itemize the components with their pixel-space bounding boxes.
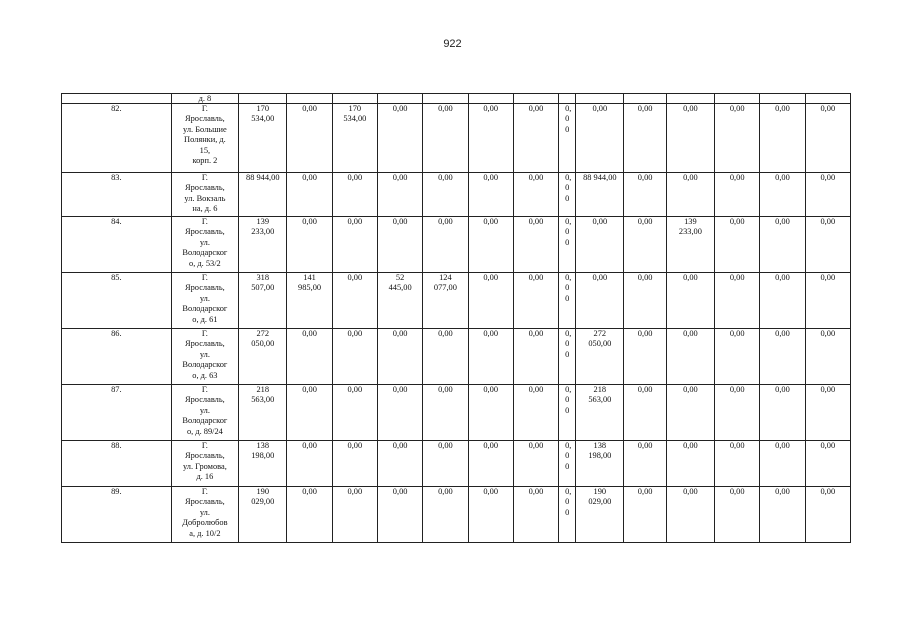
value-cell: 0,00 [666,441,714,487]
value-cell: 0,00 [513,217,558,273]
value-cell: 0, 00 [559,273,576,329]
value-cell: 0,00 [624,487,666,543]
value-cell: 0,00 [468,487,513,543]
value-cell: 88 944,00 [576,173,624,217]
value-cell: 0,00 [423,385,468,441]
value-cell: 88 944,00 [239,173,287,217]
value-cell: 272 050,00 [576,329,624,385]
value-cell: 190 029,00 [239,487,287,543]
value-cell: 0,00 [468,273,513,329]
value-cell: 190 029,00 [576,487,624,543]
value-cell: 0,00 [377,104,422,173]
value-cell: 0,00 [666,173,714,217]
row-number-cell: 87. [62,385,172,441]
value-cell: 0,00 [715,441,760,487]
value-cell: 272 050,00 [239,329,287,385]
row-number-cell: 83. [62,173,172,217]
value-cell: 0,00 [468,104,513,173]
value-cell: 170 534,00 [332,104,377,173]
value-cell: 0,00 [513,273,558,329]
value-cell [576,94,624,104]
value-cell [805,94,850,104]
table-row [62,487,851,543]
value-cell [559,94,576,104]
value-cell: 0,00 [715,217,760,273]
value-cell: 0,00 [287,487,332,543]
table-row-continued [62,94,851,104]
value-cell: 0,00 [805,329,850,385]
value-cell: 0,00 [666,104,714,173]
row-number-cell: 82. [62,104,172,173]
value-cell: 0,00 [576,217,624,273]
value-cell: 0,00 [576,104,624,173]
value-cell [468,94,513,104]
value-cell: 0,00 [760,385,805,441]
value-cell: 0,00 [513,104,558,173]
value-cell: 138 198,00 [239,441,287,487]
value-cell: 0,00 [513,329,558,385]
row-number-cell: 88. [62,441,172,487]
value-cell: 0,00 [377,329,422,385]
value-cell: 0,00 [377,441,422,487]
row-number-cell: 85. [62,273,172,329]
value-cell: 52 445,00 [377,273,422,329]
value-cell: 0,00 [468,217,513,273]
value-cell: 0, 00 [559,104,576,173]
value-cell: 0,00 [805,104,850,173]
row-number-cell: 84. [62,217,172,273]
value-cell: 0,00 [468,441,513,487]
address-cell: Г. Ярославль, ул. Володарског о, д. 53/2 [171,217,238,273]
value-cell: 0, 00 [559,329,576,385]
value-cell: 0,00 [805,273,850,329]
value-cell: 138 198,00 [576,441,624,487]
value-cell: 0,00 [760,273,805,329]
value-cell: 0,00 [377,385,422,441]
value-cell: 0,00 [377,487,422,543]
value-cell: 0,00 [666,329,714,385]
value-cell [715,94,760,104]
value-cell: 0,00 [760,487,805,543]
value-cell: 0,00 [805,487,850,543]
value-cell: 0,00 [377,217,422,273]
address-cell: Г. Ярославль, ул. Володарског о, д. 89/24 [171,385,238,441]
value-cell: 0,00 [624,173,666,217]
address-cell: Г. Ярославль, ул. Вокзаль на, д. 6 [171,173,238,217]
value-cell: 0,00 [624,441,666,487]
value-cell: 124 077,00 [423,273,468,329]
table-row [62,217,851,273]
data-table [61,93,851,543]
value-cell: 139 233,00 [666,217,714,273]
value-cell: 0,00 [423,217,468,273]
value-cell: 0,00 [287,173,332,217]
value-cell: 0,00 [468,173,513,217]
value-cell: 0,00 [624,273,666,329]
value-cell: 0,00 [666,385,714,441]
value-cell: 0,00 [468,329,513,385]
table-row [62,104,851,173]
value-cell: 0,00 [624,217,666,273]
value-cell: 0,00 [715,273,760,329]
value-cell: 0,00 [287,217,332,273]
value-cell: 0,00 [287,104,332,173]
value-cell: 0,00 [332,217,377,273]
value-cell: 0,00 [760,173,805,217]
value-cell: 0,00 [624,104,666,173]
value-cell: 0,00 [513,441,558,487]
value-cell: 0,00 [805,441,850,487]
value-cell: 0,00 [423,104,468,173]
table-row [62,273,851,329]
value-cell: 218 563,00 [239,385,287,441]
value-cell: 0,00 [332,385,377,441]
value-cell: 0,00 [624,385,666,441]
row-number-cell: 86. [62,329,172,385]
value-cell: 0,00 [666,273,714,329]
value-cell: 0,00 [332,441,377,487]
value-cell: 0,00 [760,441,805,487]
value-cell: 0,00 [805,385,850,441]
value-cell: 0,00 [513,385,558,441]
value-cell: 0,00 [423,441,468,487]
value-cell: 0,00 [423,173,468,217]
value-cell: 0,00 [332,173,377,217]
value-cell: 0,00 [287,329,332,385]
page-number: 922 [443,38,462,50]
table-row [62,173,851,217]
value-cell: 0,00 [332,487,377,543]
address-cell: Г. Ярославль, ул. Володарског о, д. 61 [171,273,238,329]
value-cell: 0,00 [287,441,332,487]
value-cell: 0,00 [760,217,805,273]
value-cell: 318 507,00 [239,273,287,329]
value-cell [760,94,805,104]
value-cell: 218 563,00 [576,385,624,441]
address-cell: Г. Ярославль, ул. Громова, д. 16 [171,441,238,487]
table-row [62,329,851,385]
value-cell: 0,00 [715,104,760,173]
value-cell [377,94,422,104]
value-cell: 0, 00 [559,487,576,543]
value-cell: 0,00 [332,273,377,329]
value-cell: 0, 00 [559,217,576,273]
address-cell: Г. Ярославль, ул. Володарског о, д. 63 [171,329,238,385]
value-cell [513,94,558,104]
value-cell [423,94,468,104]
table-row [62,441,851,487]
value-cell: 0,00 [332,329,377,385]
value-cell: 0,00 [624,329,666,385]
address-cell: Г. Ярославль, ул. Большие Полянки, д. 15, корп. 2 [171,104,238,173]
address-cell: Г. Ярославль, ул. Добролюбов а, д. 10/2 [171,487,238,543]
value-cell: 0, 00 [559,173,576,217]
value-cell: 0,00 [576,273,624,329]
value-cell: 0,00 [423,329,468,385]
value-cell: 0,00 [377,173,422,217]
value-cell: 0,00 [805,217,850,273]
value-cell: 141 985,00 [287,273,332,329]
address-cell: д. 8 [171,94,238,104]
value-cell [332,94,377,104]
value-cell: 0, 00 [559,441,576,487]
value-cell: 0,00 [805,173,850,217]
value-cell: 0,00 [423,487,468,543]
value-cell: 0,00 [666,487,714,543]
value-cell: 0,00 [715,173,760,217]
value-cell [239,94,287,104]
row-number-cell: 89. [62,487,172,543]
value-cell [287,94,332,104]
value-cell [624,94,666,104]
value-cell: 0,00 [513,487,558,543]
value-cell: 0,00 [715,329,760,385]
value-cell: 0,00 [468,385,513,441]
value-cell: 0,00 [715,385,760,441]
value-cell: 0,00 [760,104,805,173]
value-cell: 0,00 [287,385,332,441]
value-cell [666,94,714,104]
value-cell: 0,00 [760,329,805,385]
value-cell: 0,00 [513,173,558,217]
row-number-cell [62,94,172,104]
value-cell: 0, 00 [559,385,576,441]
value-cell: 139 233,00 [239,217,287,273]
table-row [62,385,851,441]
value-cell: 170 534,00 [239,104,287,173]
table-body [62,94,851,543]
value-cell: 0,00 [715,487,760,543]
